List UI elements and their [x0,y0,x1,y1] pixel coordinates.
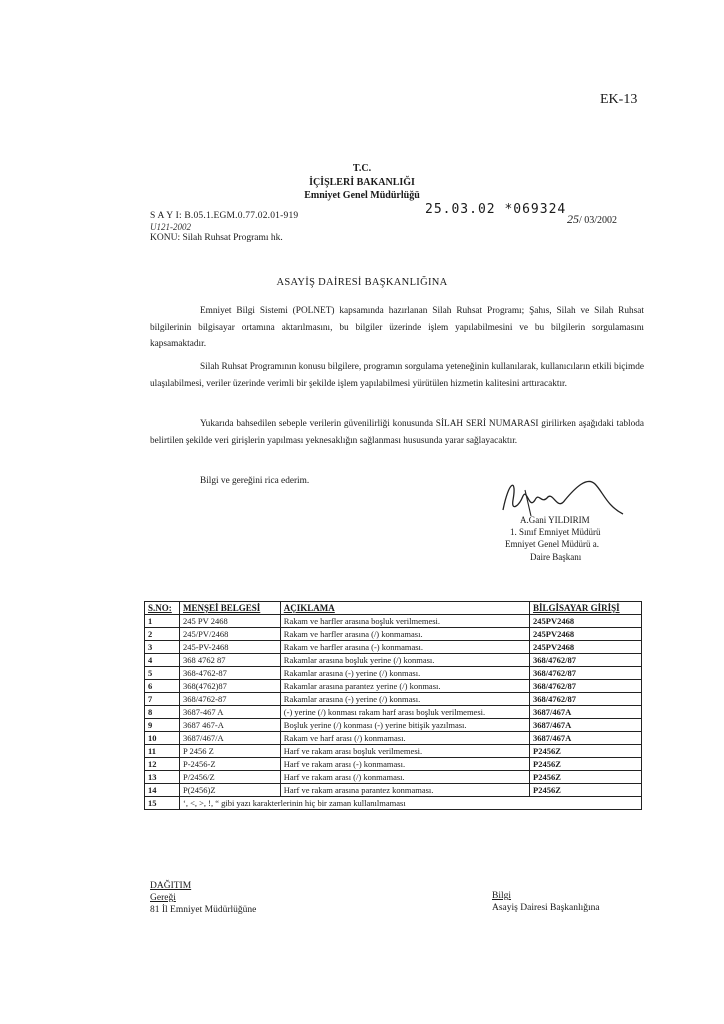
table-row [145,719,642,732]
row-source-document: 3687 467-A [180,719,281,732]
row-source-document: 245/PV/2468 [180,628,281,641]
table-row [145,745,642,758]
distribution-title: DAĞITIM [150,881,192,891]
row-description: (-) yerine (/) konması rakam harf arası boşluk verilmemesi. [280,706,529,719]
registry-stamp-number: 25.03.02 *069324 [425,202,567,217]
date-day-handwritten: 25 [567,212,579,226]
row-no: 15 [145,797,180,810]
date-month-year: / 03/2002 [579,215,618,226]
header-description: AÇIKLAMA [280,602,529,615]
signatory-name: A.Gani YILDIRIM [520,515,590,525]
table-row [145,628,642,641]
table-header-row [145,602,642,615]
table-row [145,680,642,693]
paragraph-3: Yukarıda bahsedilen sebeple verilerin güvenilirliği konusunda SİLAH SERİ NUMARASI girilirken aşağıdaki tabloda belirtilen şekilde veri girişlerin yapılması yeknesaklığın sağlanması hususunda yarar sağlayacaktır. [150,419,644,446]
row-computer-entry: 245PV2468 [530,641,642,654]
reference-number: S A Y I: B.05.1.EGM.0.77.02.01-919 [150,211,299,221]
table-row [145,771,642,784]
letterhead-ministry: İÇİŞLERİ BAKANLIĞI [309,177,415,188]
addressee: ASAYİŞ DAİRESİ BAŞKANLIĞINA [276,277,448,288]
distribution-action-value: 81 İl Emniyet Müdürlüğüne [150,905,257,915]
row-description: Harf ve rakam arası boşluk verilmemesi. [280,745,529,758]
table-row [145,641,642,654]
row-description: Rakam ve harf arası (/) konmaması. [280,732,529,745]
row-source-document: 368(4762)87 [180,680,281,693]
row-description: Boşluk yerine (/) konması (-) yerine bitişik yazılması. [280,719,529,732]
row-no: 11 [145,745,180,758]
signatory-title-1: 1. Sınıf Emniyet Müdürü [510,527,601,537]
row-no: 1 [145,615,180,628]
row-computer-entry: 368/4762/87 [530,654,642,667]
row-note-text: ‘, <, >, !, “ gibi yazı karakterlerinin hiç bir zaman kullanılmaması [180,797,642,810]
row-no: 10 [145,732,180,745]
row-no: 3 [145,641,180,654]
signatory-title-3: Daire Başkanı [530,552,582,562]
table-row [145,758,642,771]
row-source-document: 368/4762-87 [180,693,281,706]
paragraph-2: Silah Ruhsat Programının konusu bilgilere, programın sorgulama yeteneğinin kullanılarak, kullanıcıların etkili biçimde ulaşılabilmesi, veriler üzerinde verimli bir şekilde işlem yapılabilmesi yürütülen hizmetin kalitesini arttıracaktır. [150,362,644,389]
table-row [145,693,642,706]
paragraph-4: Bilgi ve gereğini rica ederim. [200,476,310,486]
table-row [145,732,642,745]
row-computer-entry: 368/4762/87 [530,667,642,680]
row-description: Rakamlar arasına (-) yerine (/) konması. [280,693,529,706]
header-sno: S.NO: [145,602,180,615]
row-description: Harf ve rakam arası (-) konmaması. [280,758,529,771]
row-no: 12 [145,758,180,771]
row-description: Rakamlar arasına boşluk yerine (/) konması. [280,654,529,667]
signatory-title-2: Emniyet Genel Müdürü a. [505,539,599,549]
row-computer-entry: P2456Z [530,745,642,758]
letter-date [567,212,617,227]
row-computer-entry: 3687/467A [530,706,642,719]
paragraph-1: Emniyet Bilgi Sistemi (POLNET) kapsamında hazırlanan Silah Ruhsat Programı; Şahıs, Silah ve Silah Ruhsat bilgilerinin bilgisayar ortamına aktarılmasını, bu bilgiler üzerinde işlem yapılabilmesini ve bu bilgilerin sorgulamasını kapsamaktadır. [150,306,644,349]
row-description: Rakam ve harfler arasına boşluk verilmemesi. [280,615,529,628]
row-description: Rakamlar arasına parantez yerine (/) konması. [280,680,529,693]
row-description: Harf ve rakam arası (/) konmaması. [280,771,529,784]
header-source-document: MENŞEİ BELGESİ [180,602,281,615]
row-source-document: P/2456/Z [180,771,281,784]
row-source-document: P 2456 Z [180,745,281,758]
row-computer-entry: 3687/467A [530,732,642,745]
row-description: Rakam ve harfler arasına (-) konmaması. [280,641,529,654]
row-no: 14 [145,784,180,797]
row-source-document: P-2456-Z [180,758,281,771]
row-source-document: 3687-467 A [180,706,281,719]
row-computer-entry: 368/4762/87 [530,680,642,693]
annex-label: EK-13 [600,92,638,107]
letterhead-directorate: Emniyet Genel Müdürlüğü [304,190,420,201]
distribution-block [150,880,256,916]
row-source-document: 368-4762-87 [180,667,281,680]
row-no: 4 [145,654,180,667]
letterhead-tc: T.C. [352,163,372,174]
table-row [145,654,642,667]
row-computer-entry: 245PV2468 [530,615,642,628]
row-computer-entry: 3687/467A [530,719,642,732]
distribution-info-value: Asayiş Dairesi Başkanlığına [492,903,600,913]
row-no: 13 [145,771,180,784]
row-no: 5 [145,667,180,680]
row-no: 7 [145,693,180,706]
table-row [145,615,642,628]
row-no: 2 [145,628,180,641]
distribution-action-label: Gereği [150,893,176,903]
distribution-info-label: Bilgi [492,891,512,901]
serial-number-rules-table [144,601,642,810]
row-no: 6 [145,680,180,693]
row-no: 9 [145,719,180,732]
table-row [145,706,642,719]
row-computer-entry: 368/4762/87 [530,693,642,706]
row-description: Rakamlar arasına (-) yerine (/) konması. [280,667,529,680]
table-row [145,667,642,680]
row-description: Harf ve rakam arasına parantez konmaması. [280,784,529,797]
row-source-document: 245 PV 2468 [180,615,281,628]
row-no: 8 [145,706,180,719]
row-source-document: 3687/467/A [180,732,281,745]
row-computer-entry: P2456Z [530,771,642,784]
row-description: Rakam ve harfler arasına (/) konmaması. [280,628,529,641]
table-row [145,784,642,797]
table-row-note [145,797,642,810]
row-source-document: 368 4762 87 [180,654,281,667]
row-source-document: P(2456)Z [180,784,281,797]
row-computer-entry: P2456Z [530,758,642,771]
row-source-document: 245-PV-2468 [180,641,281,654]
row-computer-entry: P2456Z [530,784,642,797]
row-computer-entry: 245PV2468 [530,628,642,641]
distribution-info-block [492,890,600,914]
header-computer-entry: BİLGİSAYAR GİRİŞİ [530,602,642,615]
subject-line: KONU: Silah Ruhsat Programı hk. [150,233,283,243]
handwritten-reference: U121-2002 [150,222,191,232]
